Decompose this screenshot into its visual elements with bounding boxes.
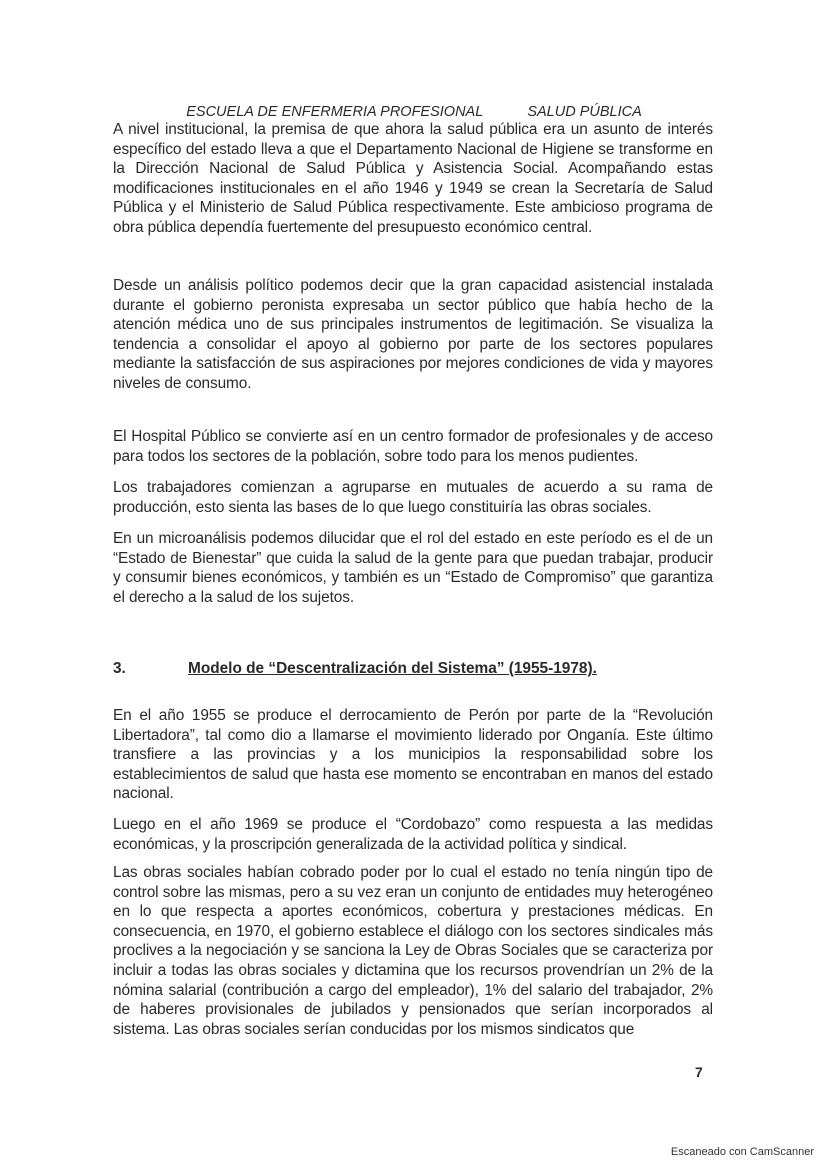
paragraph: En el año 1955 se produce el derrocamiento de Perón por parte de la “Revolución Libertadora”, tal como dio a llamarse el movimiento liderado por Onganía. Este último transfiere a las provincias y a los municipios la responsabilidad sobre los establecimientos de salud que hasta ese momento se encontraban en manos del estado nacional.: [113, 707, 713, 803]
paragraph: Luego en el año 1969 se produce el “Cordobazo” como respuesta a las medidas económicas, y la proscripción generalizada de la actividad política y sindical.: [113, 816, 713, 853]
header-subject: SALUD PÚBLICA: [527, 104, 642, 120]
paragraph: El Hospital Público se convierte así en un centro formador de profesionales y de acceso para todos los sectores de la población, sobre todo para los menos pudientes.: [113, 428, 713, 465]
page-number: 7: [695, 1064, 703, 1080]
section-number: 3.: [113, 660, 126, 677]
page-header: [0, 104, 828, 120]
paragraph: A nivel institucional, la premisa de que ahora la salud pública era un asunto de interés específico del estado lleva a que el Departamento Nacional de Higiene se transforme en la Dirección Nacional de Salud Pública y Asistencia Social. Acompañando estas modificaciones institucionales en el año 1946 y 1949 se crean la Secretaría de Salud Pública y el Ministerio de Salud Pública respectivamente. Este ambicioso programa de obra pública dependía fuertemente del presupuesto económico central.: [113, 121, 713, 236]
paragraph: Desde un análisis político podemos decir que la gran capacidad asistencial instalada durante el gobierno peronista expresaba un sector público que había hecho de la atención médica uno de sus principales instrumentos de legitimación. Se visualiza la tendencia a consolidar el apoyo al gobierno por parte de los sectores populares mediante la satisfacción de sus aspiraciones por mejores condiciones de vida y mayores niveles de consumo.: [113, 277, 713, 392]
scanner-watermark: Escaneado con CamScanner: [670, 1146, 814, 1158]
section-heading: [113, 660, 597, 678]
section-title: Modelo de “Descentralización del Sistema” (1955-1978).: [188, 660, 597, 677]
paragraph: En un microanálisis podemos dilucidar que el rol del estado en este período es el de un “Estado de Bienestar” que cuida la salud de la gente para que puedan trabajar, producir y consumir bienes económicos, y también es un “Estado de Compromiso” que garantiza el derecho a la salud de los sujetos.: [113, 530, 713, 606]
header-school: ESCUELA DE ENFERMERIA PROFESIONAL: [186, 104, 484, 120]
paragraph: Las obras sociales habían cobrado poder por lo cual el estado no tenía ningún tipo de control sobre las mismas, pero a su vez eran un conjunto de entidades muy heterogéneo en lo que respecta a aportes económicos, cobertura y prestaciones médicas. En consecuencia, en 1970, el gobierno establece el diálogo con los sectores sindicales más proclives a la negociación y se sanciona la Ley de Obras Sociales que se caracteriza por incluir a todas las obras sociales y dictamina que los recursos provendrían un 2% de la nómina salarial (contribución a cargo del empleador), 1% del salario del trabajador, 2% de haberes provisionales de jubilados y pensionados que serían incorporados al sistema. Las obras sociales serían conducidas por los mismos sindicatos que: [113, 864, 713, 1038]
paragraph: Los trabajadores comienzan a agruparse en mutuales de acuerdo a su rama de producción, esto sienta las bases de lo que luego constituiría las obras sociales.: [113, 479, 713, 516]
